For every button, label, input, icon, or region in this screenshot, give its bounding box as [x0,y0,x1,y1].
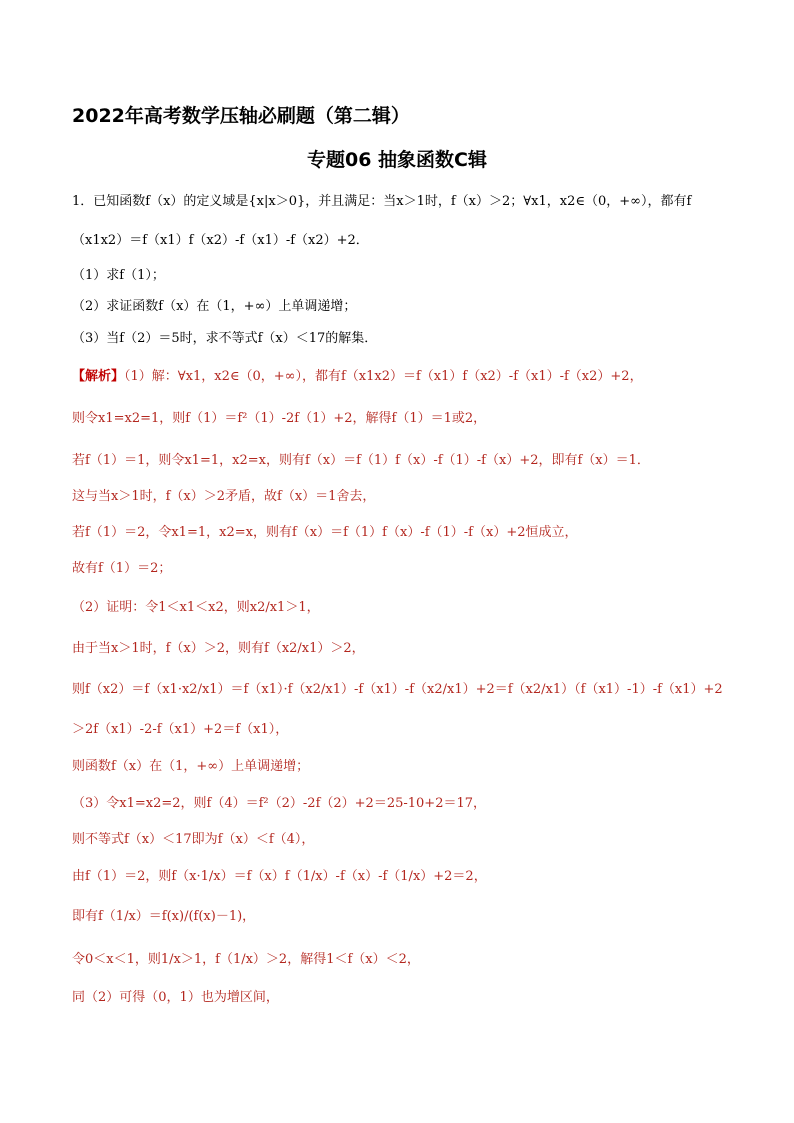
solution-line-10: ＞2f（x1）-2-f（x1）+2＝f（x1）， [72,722,289,737]
solution-line-9: 则f（x2）＝f（x1·x2/x1）＝f（x1）·f（x2/x1）-f（x1）-f（x2/x1）+2＝f（x2/x1）（f（x1）-1）-f（x1）+2 [72,682,723,697]
solution-line-16: 令0＜x＜1，则1/x＞1，f（1/x）＞2，解得1＜f（x）＜2， [72,952,420,967]
solution-line-8: 由于当x＞1时，f（x）＞2，则有f（x2/x1）＞2， [72,641,365,656]
solution-text: （1）解：∀x1，x2∈（0，+∞），都有f（x1x2）＝f（x1）f（x2）-f（x1）-f（x2）+2， [124,369,643,384]
solution-line-4: 这与当x＞1时，f（x）＞2矛盾，故f（x）＝1舍去， [72,489,376,504]
solution-line-14: 由f（1）＝2，则f（x·1/x）＝f（x）f（1/x）-f（x）-f（1/x）+2＝2， [72,869,487,884]
problem-part-2: （2）求证函数f（x）在（1，+∞）上单调递增； [72,299,357,314]
solution-line-5: 若f（1）＝2，令x1=1，x2=x，则有f（x）＝f（1）f（x）-f（1）-f（x）+2恒成立， [72,525,578,540]
solution-line-1 [72,367,732,387]
solution-line-2: 则令x1=x2=1，则f（1）＝f²（1）-2f（1）+2，解得f（1）＝1或2， [72,411,487,426]
problem-part-3: （3）当f（2）＝5时，求不等式f（x）＜17的解集． [72,331,378,346]
solution-line-15: 即有f（1/x）＝f(x)/(f(x)－1)， [72,909,256,924]
solution-line-17: 同（2）可得（0，1）也为增区间， [72,990,279,1005]
problem-line-2: （x1x2）＝f（x1）f（x2）-f（x1）-f（x2）+2． [72,233,369,248]
problem-line-1: 1．已知函数f（x）的定义域是{x|x＞0}，并且满足：当x＞1时，f（x）＞2；∀x1，x2∈（0，+∞），都有f [72,194,692,209]
solution-line-7: （2）证明：令1＜x1＜x2，则x2/x1＞1， [72,600,320,615]
document-title: 2022年高考数学压轴必刷题（第二辑） [72,105,410,127]
solution-line-6: 故有f（1）＝2； [72,561,172,576]
solution-line-11: 则函数f（x）在（1，+∞）上单调递增； [72,759,310,774]
solution-line-12: （3）令x1=x2=2，则f（4）＝f²（2）-2f（2）+2＝25-10+2＝17， [72,796,487,811]
problem-part-1: （1）求f（1）； [72,268,165,283]
solution-tag: 【解析】 [72,369,125,384]
document-subtitle: 专题06 抽象函数C辑 [307,149,487,171]
solution-line-13: 则不等式f（x）＜17即为f（x）＜f（4）， [72,832,315,847]
solution-line-3: 若f（1）＝1，则令x1=1，x2=x，则有f（x）＝f（1）f（x）-f（1）-f（x）+2，即有f（x）＝1． [72,453,650,468]
